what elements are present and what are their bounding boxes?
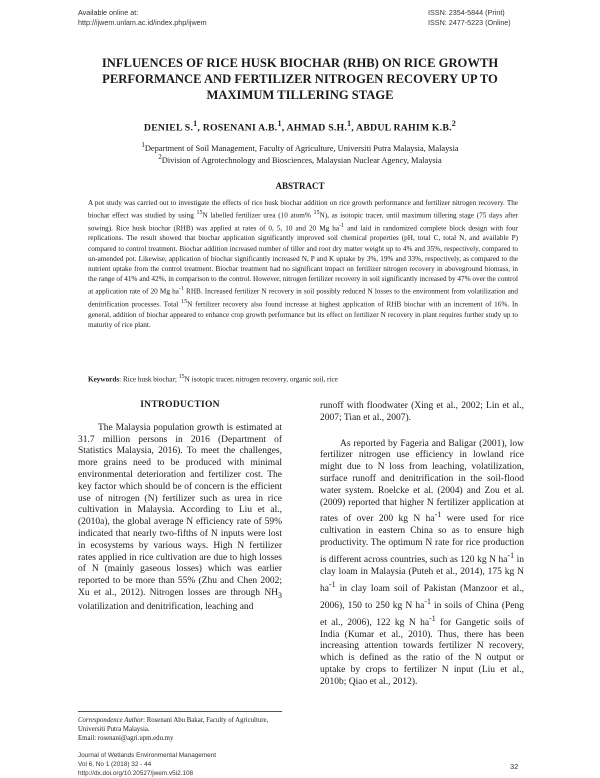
author-2-affil: 1 — [277, 119, 282, 128]
journal-name: Journal of Wetlands Environmental Management — [78, 752, 217, 759]
paragraph-text: The Malaysia population growth is estimated at 31.7 million persons in 2016 (Department of Statistics Malaysia, 2016). To meet the challenges, more grains need to be produced with minimal environmental deterioration and fertilizer cost. The key factor which should be of concern is the efficient use of nitrogen (N) fertilizer such as urea in rice cultivation in Malaysia. According to Liu et al., (2010a), the global average N efficiency rate of 59% indicated that nearly two-fifths of N inputs were lost in ecosystems by various ways. High N fertilizer rates applied in rice cultivation are due to high losses of N (mainly gaseous losses) which was earlier reported to be more than 55% (Zhu and Chen 2002; Xu et al., 2012). Nitrogen losses are through NH — [78, 422, 282, 598]
superscript: 15 — [178, 374, 185, 380]
superscript: 15 — [313, 210, 320, 217]
author-list — [60, 119, 540, 133]
intro-paragraph-1 — [78, 423, 282, 614]
superscript: 15 — [181, 299, 188, 305]
author-1-affil: 1 — [193, 119, 198, 128]
keywords-label: Keywords — [88, 375, 120, 384]
subscript: 3 — [278, 590, 282, 600]
title-line-3: MAXIMUM TILLERING STAGE — [206, 88, 394, 102]
column-left — [78, 400, 282, 613]
intro-paragraph-1-continued: runoff with floodwater (Xing et al., 2002; Lin et al., 2007; Tian et al., 2007). — [320, 401, 524, 423]
abstract-text: N), as isotopic tracer, until maximum tillering stage (75 days after sowing). Rice husk biochar (RHB) was applied at rates of 0, 5, 10 and 20 Mg ha — [88, 211, 518, 233]
affiliation-1 — [60, 141, 540, 153]
header-available-online: Available online at: — [78, 8, 139, 17]
correspondence-note — [78, 716, 288, 743]
title-line-1: INFLUENCES OF RICE HUSK BIOCHAR (RHB) ON RICE GROWTH — [101, 56, 499, 70]
affiliation-2 — [60, 153, 540, 165]
superscript: -1 — [429, 613, 436, 623]
author-1: DENIEL S. — [143, 122, 194, 134]
keywords-text: : Rice husk biochar; — [119, 375, 179, 384]
column-right — [320, 401, 524, 689]
header-journal-url[interactable]: http://ijwem.unlam.ac.id/index.php/ijwem — [78, 18, 207, 27]
affiliation-2-text: Division of Agrotechnology and Biosciences, Malaysian Nuclear Agency, Malaysia — [161, 155, 442, 165]
paragraph-text: for Gangetic soils of India (Kumar et al., 2010). Thus, there has been increasing attention towards fertilizer N recovery, which is defined as the ratio of the N output or uptake by crops to fertilizer N input (Liu et al., 2010b; Qiao et al., 2012). — [320, 617, 525, 687]
superscript: -1 — [507, 550, 515, 560]
abstract-text: A pot study was carried out to investigate the effects of rice husk biochar addition on rice growth performance and fertilizer nitrogen recovery. The biochar effect was studied by using — [88, 199, 518, 220]
superscript: -1 — [434, 510, 442, 520]
superscript: -1 — [339, 222, 345, 229]
journal-volume: Vol 6, No 1 (2018) 32 - 44 — [78, 761, 152, 768]
title-line-2: PERFORMANCE AND FERTILIZER NITROGEN RECOVERY UP TO — [102, 72, 498, 86]
journal-info — [78, 751, 216, 778]
affiliation-1-text: Department of Soil Management, Faculty of Agriculture, Universiti Putra Malaysia, Malaysia — [144, 143, 459, 153]
page-number: 32 — [510, 762, 519, 771]
abstract-text: RHB. Increased fertilizer N recovery in soil possibly reduced N losses to the environment from volatilization and denitrification processes. Total — [88, 287, 518, 309]
paragraph-text: in clay loam in Malaysia (Puteh et al., 2014), 175 kg N ha — [320, 555, 524, 594]
correspondence-label: Correspondence Author — [78, 717, 144, 724]
keywords — [88, 372, 518, 384]
header-left — [78, 8, 207, 28]
superscript: -1 — [424, 596, 431, 606]
author-2: ROSENANI A.B. — [202, 122, 278, 134]
introduction-heading: INTRODUCTION — [140, 400, 220, 410]
author-4: ABDUL RAHIM K.B. — [356, 122, 452, 134]
journal-doi[interactable]: http://dx.doi.org/10.20527/jwem.v5i2.108 — [78, 770, 194, 777]
abstract-text: N fertilizer recovery also found increase at highest application of RHB biochar with an increment of 16%. In general, addition of biochar appeared to enhance crop growth performance but its effect on fertilizer N recovery in plant requires further study up to maturity of rice plant. — [88, 300, 518, 329]
correspondence-line — [78, 716, 288, 734]
author-4-affil: 2 — [451, 119, 457, 128]
author-3: AHMAD S.H. — [286, 122, 347, 134]
paragraph-text: As reported by Fageria and Baligar (2001), low fertilizer nitrogen use efficiency in lowland rice might due to N loss from leaching, volatilization, surface runoff and denitrification in the soil-flood water system. Roelcke et al. (2004) and Zou et al. (2009) reported that higher N fertilizer application at rates of over 200 kg N ha — [320, 438, 524, 525]
keywords-text: N isotopic tracer, nitrogen recovery, organic soil, rice — [184, 375, 338, 384]
abstract-text: and laid in randomized complete block design with four replications. The result showed that biochar application significantly improved soil chemical properties (pH, total C, total N, and available P) compared to control treatment. Biochar addition increased number of tiller and root dry matter weight up to 4% and 35%, respectively, compared to un-amended pot. Likewise, application of biochar significantly increased N, P and K uptake by 3%, 19% and 33%, respectively, as compared to the nutrient uptake from the control treatment. Biochar treatment had no significant impact on fertilizer nitrogen recovery in aboveground biomass, in the range of 41% and 42%, in comparison to the control. However, nitrogen fertilizer recovery in soil significantly increased by 47% over the control at application rate of 20 Mg ha — [88, 224, 518, 296]
author-separator: , — [281, 122, 287, 134]
intro-paragraph-2 — [320, 439, 524, 689]
paper-title — [70, 55, 530, 103]
affiliation-1-marker: 1 — [141, 141, 145, 149]
issn-online: ISSN: 2477-5223 (Online) — [428, 18, 511, 27]
paragraph-text: in clay loam soil of Pakistan (Manzoor et al., 2006), 150 to 250 kg N ha — [320, 583, 524, 611]
affiliation-2-marker: 2 — [158, 153, 162, 161]
superscript: -1 — [178, 286, 184, 293]
issn-print: ISSN: 2354-5844 (Print) — [428, 8, 505, 17]
superscript: -1 — [328, 579, 336, 589]
abstract-text: N labelled fertilizer urea (10 atom% — [202, 211, 314, 220]
abstract-heading: ABSTRACT — [275, 181, 325, 191]
correspondence-text: : Rosenani Abu Bakar, Faculty of Agriculture, Universiti Putra Malaysia. — [78, 717, 269, 733]
header-right — [428, 8, 511, 28]
author-separator: , — [197, 122, 203, 134]
author-3-affil: 1 — [347, 119, 352, 128]
correspondence-email[interactable]: Email: rosenani@agri.upm.edu.my — [78, 735, 174, 742]
paragraph-text: volatilization and denitrification, leaching and — [78, 601, 254, 612]
paragraph-text: in soils of China (Peng et al., 2006), 122 kg N ha — [320, 600, 524, 628]
superscript: 15 — [196, 210, 203, 217]
author-separator: , — [351, 122, 357, 134]
footnote-divider — [78, 711, 282, 712]
paragraph-text: were used for rice cultivation in eastern China so as to ensure high productivity. The optimum N rate for rice production is different across countries, such as 120 kg N ha — [320, 514, 524, 566]
abstract-body — [88, 198, 518, 330]
